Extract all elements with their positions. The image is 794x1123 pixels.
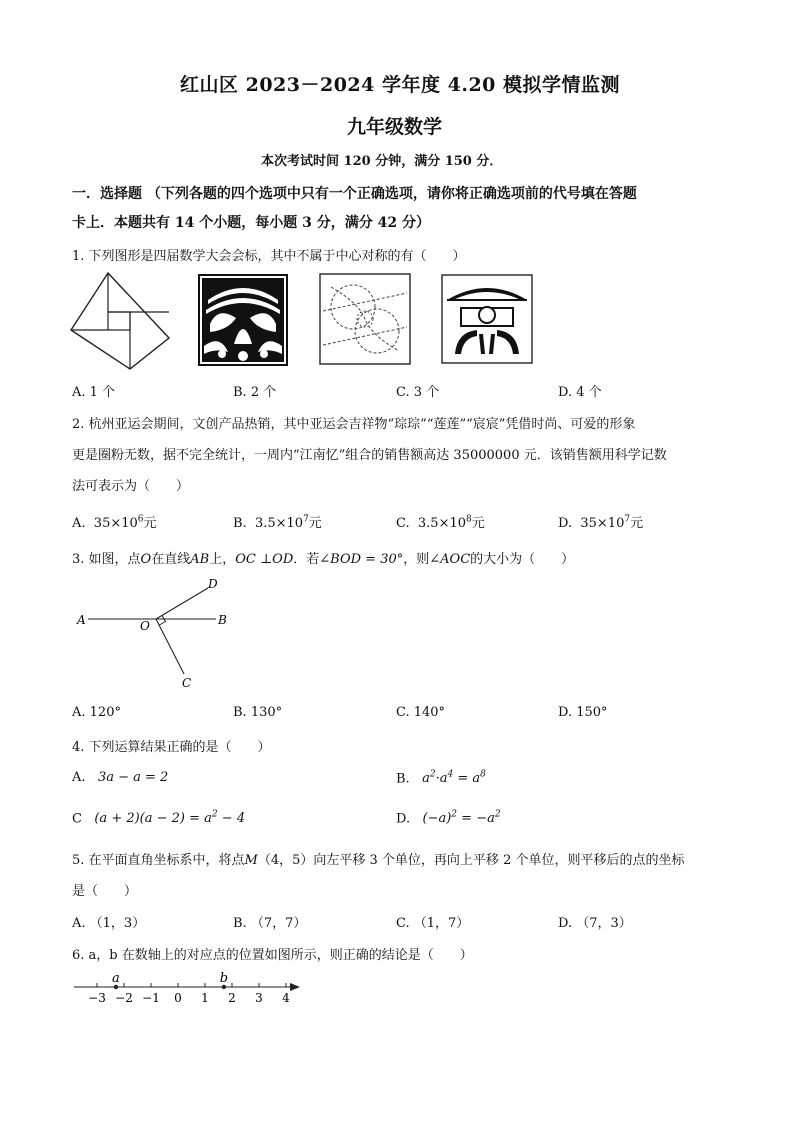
stem-text: 在直线: [151, 552, 191, 567]
tick-label: 2: [228, 991, 236, 1005]
q4-option-c[interactable]: [72, 810, 245, 826]
q1-option-b[interactable]: B. 2 个: [233, 385, 277, 400]
tick-label: 1: [201, 991, 209, 1005]
option-label: B.: [233, 516, 247, 531]
exam-info: 本次考试时间 120 分钟，满分 150 分．: [261, 154, 503, 169]
question-5-line2: 是（ ）: [72, 884, 138, 899]
q1-option-d[interactable]: D. 4 个: [558, 385, 602, 400]
q4-option-d[interactable]: [396, 810, 501, 826]
math-angle-bod: ∠BOD = 30°: [319, 552, 404, 567]
option-label: D.: [558, 516, 573, 531]
option-base: 35×10: [580, 516, 625, 531]
q2-option-c[interactable]: [396, 512, 485, 531]
tick-label: 4: [282, 991, 290, 1005]
q3-geometry-figure: [74, 574, 244, 694]
question-5-line1: [72, 849, 684, 868]
stem-text: 的大小为（ ）: [470, 552, 575, 567]
page-subtitle: 九年级数学: [347, 116, 443, 138]
q1-option-a[interactable]: A. 1 个: [72, 385, 116, 400]
q6-number-line: [70, 970, 310, 1010]
question-3-stem: [72, 548, 574, 567]
option-expression: $(-a)^2 = -a^2$: [422, 810, 501, 827]
math-perpendicular: OC ⊥OD: [235, 552, 294, 567]
label-b: B: [218, 613, 227, 627]
q2-option-a[interactable]: [72, 512, 157, 531]
q4-option-b[interactable]: [396, 770, 486, 786]
label-d: D: [208, 577, 218, 591]
q5-option-c[interactable]: C. （1，7）: [396, 916, 470, 931]
axis-arrow: [290, 983, 300, 991]
stem-text: 5. 在平面直角坐标系中，将点: [72, 853, 245, 868]
question-4-stem: 4. 下列运算结果正确的是（ ）: [72, 740, 271, 755]
q5-option-d[interactable]: D. （7，3）: [558, 916, 632, 931]
math-line-ab: AB: [190, 552, 210, 567]
emblem-4-gate: [441, 274, 533, 364]
question-2-line3: 法可表示为（ ）: [72, 479, 190, 494]
q3-option-a[interactable]: A. 120°: [72, 705, 121, 720]
section-heading-line1: 一．选择题 （下列各题的四个选项中只有一个正确选项，请你将正确选项前的代号填在答题: [72, 186, 637, 202]
tick-label: −3: [88, 991, 106, 1005]
q2-option-b[interactable]: [233, 512, 322, 531]
label-o: O: [140, 619, 150, 633]
question-6-stem: 6. a，b 在数轴上的对应点的位置如图所示，则正确的结论是（ ）: [72, 948, 473, 963]
stem-text: 上，: [209, 552, 236, 567]
option-base: 3.5×10: [254, 516, 304, 531]
stem-text: 3. 如图，点: [72, 552, 141, 567]
option-label: B.: [396, 771, 410, 787]
tick-label: −1: [142, 991, 160, 1005]
option-expression: $(a + 2)(a - 2) = a^2 - 4$: [94, 810, 246, 827]
question-2-line1: 2. 杭州亚运会期间，文创产品热销，其中亚运会吉祥物“琮琮”“莲莲”“宸宸”凭借时尚、可爱的形象: [72, 417, 636, 432]
q4-option-a[interactable]: [72, 770, 168, 785]
option-base: 35×10: [93, 516, 138, 531]
option-unit: 元: [308, 516, 322, 531]
option-label: A.: [72, 770, 86, 785]
option-exponent: 7: [303, 514, 309, 525]
page-title: 红山区 2023－2024 学年度 4.20 模拟学情监测: [180, 74, 620, 96]
question-2-line2: 更是圈粉无数，据不完全统计，一周内“江南忆”组合的销售额高达 35000000 元．该销售额用科学记数: [72, 448, 667, 463]
option-label: C: [72, 811, 82, 827]
option-expression: $a^2\cdot a^4 = a^8$: [422, 770, 486, 787]
stem-text: ，则: [403, 552, 430, 567]
option-exponent: 6: [137, 514, 144, 525]
point-label-b: b: [219, 971, 229, 986]
q1-option-c[interactable]: C. 3 个: [396, 385, 440, 400]
option-unit: 元: [630, 516, 644, 531]
question-1-stem: 1. 下列图形是四届数学大会会标，其中不属于中心对称的有（ ）: [72, 249, 466, 264]
section-heading-line2: 卡上．本题共有 14 个小题，每小题 3 分，满分 42 分）: [72, 215, 430, 231]
q5-option-a[interactable]: A. （1，3）: [72, 916, 146, 931]
option-label: C.: [396, 516, 410, 531]
q3-option-d[interactable]: D. 150°: [558, 705, 608, 720]
q2-option-d[interactable]: [558, 512, 643, 531]
tick-label: 0: [174, 991, 182, 1005]
option-label: D.: [396, 811, 411, 827]
q3-option-c[interactable]: C. 140°: [396, 705, 446, 720]
point-label-a: a: [112, 971, 120, 986]
option-unit: 元: [143, 516, 157, 531]
tick-label: −2: [115, 991, 133, 1005]
option-base: 3.5×10: [417, 516, 466, 531]
option-exponent: 8: [466, 514, 472, 525]
tick-label: 3: [255, 991, 263, 1005]
emblem-3-circles: [319, 273, 411, 365]
math-point-o: O: [140, 552, 152, 567]
option-exponent: 7: [624, 514, 631, 525]
label-c: C: [182, 676, 192, 690]
stem-text: ．若: [293, 552, 320, 567]
option-expression: 3a − a = 2: [97, 770, 169, 785]
stem-text: （4，5）向左平移 3 个单位，再向上平移 2 个单位，则平移后的点的坐标: [257, 853, 685, 868]
option-unit: 元: [471, 516, 485, 531]
label-a: A: [77, 613, 86, 627]
option-label: A.: [72, 516, 86, 531]
q5-option-b[interactable]: B. （7，7）: [233, 916, 307, 931]
math-angle-aoc: ∠AOC: [429, 552, 471, 567]
q3-option-b[interactable]: B. 130°: [233, 705, 283, 720]
emblem-1-pinwheel: [70, 272, 170, 370]
emblem-2-fountain: [198, 274, 288, 366]
math-point-m: M: [244, 853, 258, 868]
